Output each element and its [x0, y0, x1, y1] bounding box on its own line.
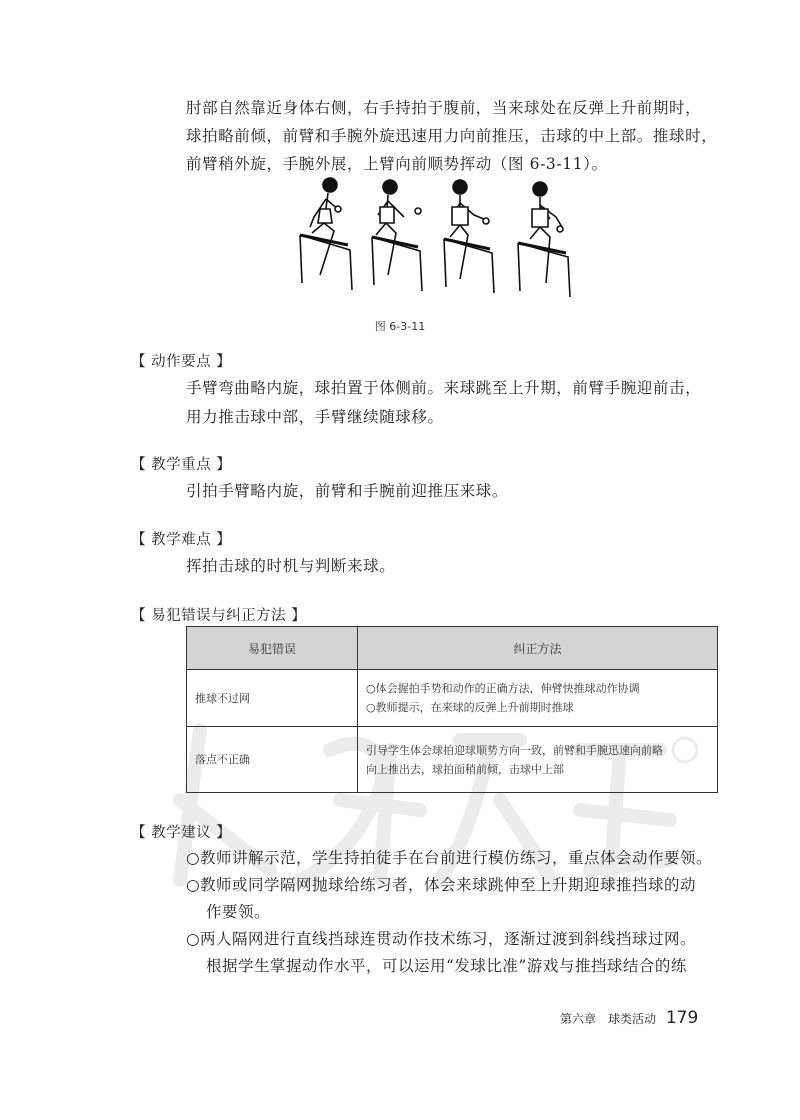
intro-line: 前臂稍外旋，手腕外展，上臂向前顺势挥动（图 6-3-11）。: [186, 155, 608, 173]
fix-line: 向上推出去，球拍面稍前倾，击球中上部: [366, 762, 564, 776]
teaching-focus-heading: 【 教学重点 】: [131, 457, 232, 473]
intro-line: 肘部自然靠近身体右侧，右手持拍于腹前，当来球处在反弹上升前期时，: [186, 99, 702, 117]
fix-line: ○体会握拍手势和动作的正确方法，伸臂快推球动作协调: [366, 682, 640, 695]
suggestions-heading: 【 教学建议 】: [131, 825, 232, 841]
teaching-difficulty-heading: 【 教学难点 】: [131, 532, 232, 548]
suggestion-line: 作要领。: [206, 903, 271, 921]
teaching-focus-line: 引拍手臂略内旋，前臂和手腕前迎推压来球。: [186, 482, 509, 500]
suggestion-line: 根据学生掌握动作水平，可以运用“发球比准”游戏与推挡球结合的练: [206, 957, 687, 975]
list-item: [186, 845, 731, 872]
intro-paragraph: [186, 94, 726, 178]
figure-caption: 图 6-3-11: [374, 320, 426, 333]
key-points-line: 用力推击球中部，手臂继续随球移。: [186, 408, 444, 426]
suggestion-line: ○两人隔网进行直线挡球连贯动作技术练习，逐渐过渡到斜线挡球过网。: [186, 930, 697, 948]
key-points-heading: 【 动作要点 】: [131, 354, 232, 370]
table-row: [187, 727, 718, 793]
fix-line: 引导学生体会球拍迎球顺势方向一致，前臂和手腕迅速向前略: [366, 743, 663, 757]
suggestion-line: ○教师或同学隔网抛球给练习者，体会来球跳伸至上升期迎球推挡球的动: [186, 876, 697, 894]
key-points-body: [186, 374, 731, 432]
fix-line: ○教师提示，在来球的反弹上升前期时推球: [366, 701, 574, 714]
page-footer: [560, 1008, 698, 1028]
list-item: [186, 872, 731, 926]
suggestion-line: ○教师讲解示范，学生持拍徒手在台前进行模仿练习，重点体会动作要领。: [186, 849, 713, 867]
fix-cell: [358, 670, 718, 727]
error-cell: 落点不正确: [187, 727, 358, 793]
fix-cell: [358, 727, 718, 793]
column-header-error: 易犯错误: [187, 627, 358, 670]
error-cell: 推球不过网: [187, 670, 358, 727]
column-header-fix: 纠正方法: [358, 627, 718, 670]
player-figure-1: [300, 178, 352, 290]
table-header-row: [187, 627, 718, 670]
errors-table: [186, 626, 718, 793]
errors-heading: 【 易犯错误与纠正方法 】: [131, 608, 307, 624]
suggestions-list: [186, 845, 731, 980]
player-figure-4: [518, 182, 570, 297]
chapter-label: 第六章 球类活动: [560, 1012, 657, 1026]
push-stroke-illustration: [290, 175, 580, 315]
intro-line: 球拍略前倾，前臂和手腕外旋迅速用力向前推压，击球的中上部。推球时，: [186, 127, 718, 145]
teaching-difficulty-line: 挥拍击球的时机与判断来球。: [186, 557, 396, 575]
player-figure-2: [372, 180, 422, 291]
list-item: [186, 926, 731, 980]
key-points-line: 手臂弯曲略内旋，球拍置于体侧前。来球跳至上升期，前臂手腕迎前击，: [186, 379, 702, 397]
page-number: 179: [665, 1008, 699, 1028]
player-figure-3: [444, 180, 494, 293]
table-row: [187, 670, 718, 727]
